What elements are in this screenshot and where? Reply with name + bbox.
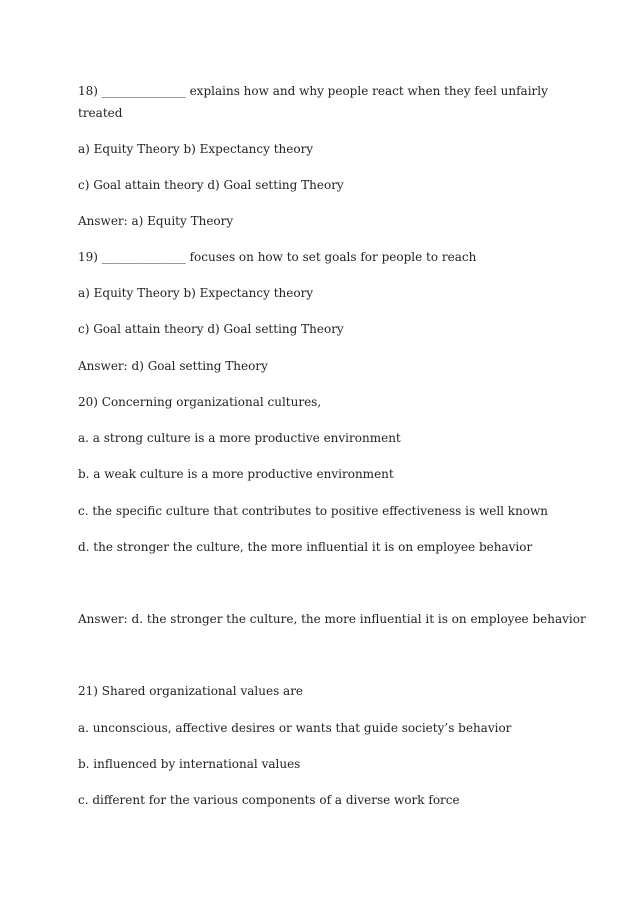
question-21-option-c: c. different for the various components of a diverse work force [78,793,460,807]
question-18-text-continued: treated [78,106,123,120]
question-19-text: 19) ______________ focuses on how to set goals for people to reach [78,250,477,264]
question-19-answer: Answer: d) Goal setting Theory [78,359,268,373]
question-18-answer: Answer: a) Equity Theory [78,214,234,228]
question-19-options-ab: a) Equity Theory b) Expectancy theory [78,286,314,300]
question-20-option-d: d. the stronger the culture, the more influential it is on employee behavior [78,540,533,554]
question-20-option-c: c. the specific culture that contributes to positive effectiveness is well known [78,504,549,518]
question-20-option-a: a. a strong culture is a more productive environment [78,431,401,445]
question-19-options-cd: c) Goal attain theory d) Goal setting Theory [78,322,344,336]
question-18-options-cd: c) Goal attain theory d) Goal setting Theory [78,178,344,192]
question-21-option-a: a. unconscious, affective desires or wants that guide society’s behavior [78,721,512,735]
question-18-text: 18) ______________ explains how and why people react when they feel unfairly [78,84,548,98]
question-21-option-b: b. influenced by international values [78,757,301,771]
question-20-text: 20) Concerning organizational cultures, [78,395,322,409]
question-18-options-ab: a) Equity Theory b) Expectancy theory [78,142,314,156]
question-20-answer: Answer: d. the stronger the culture, the more influential it is on employee behavior [78,612,586,626]
question-21-text: 21) Shared organizational values are [78,684,304,698]
question-20-option-b: b. a weak culture is a more productive environment [78,467,394,481]
